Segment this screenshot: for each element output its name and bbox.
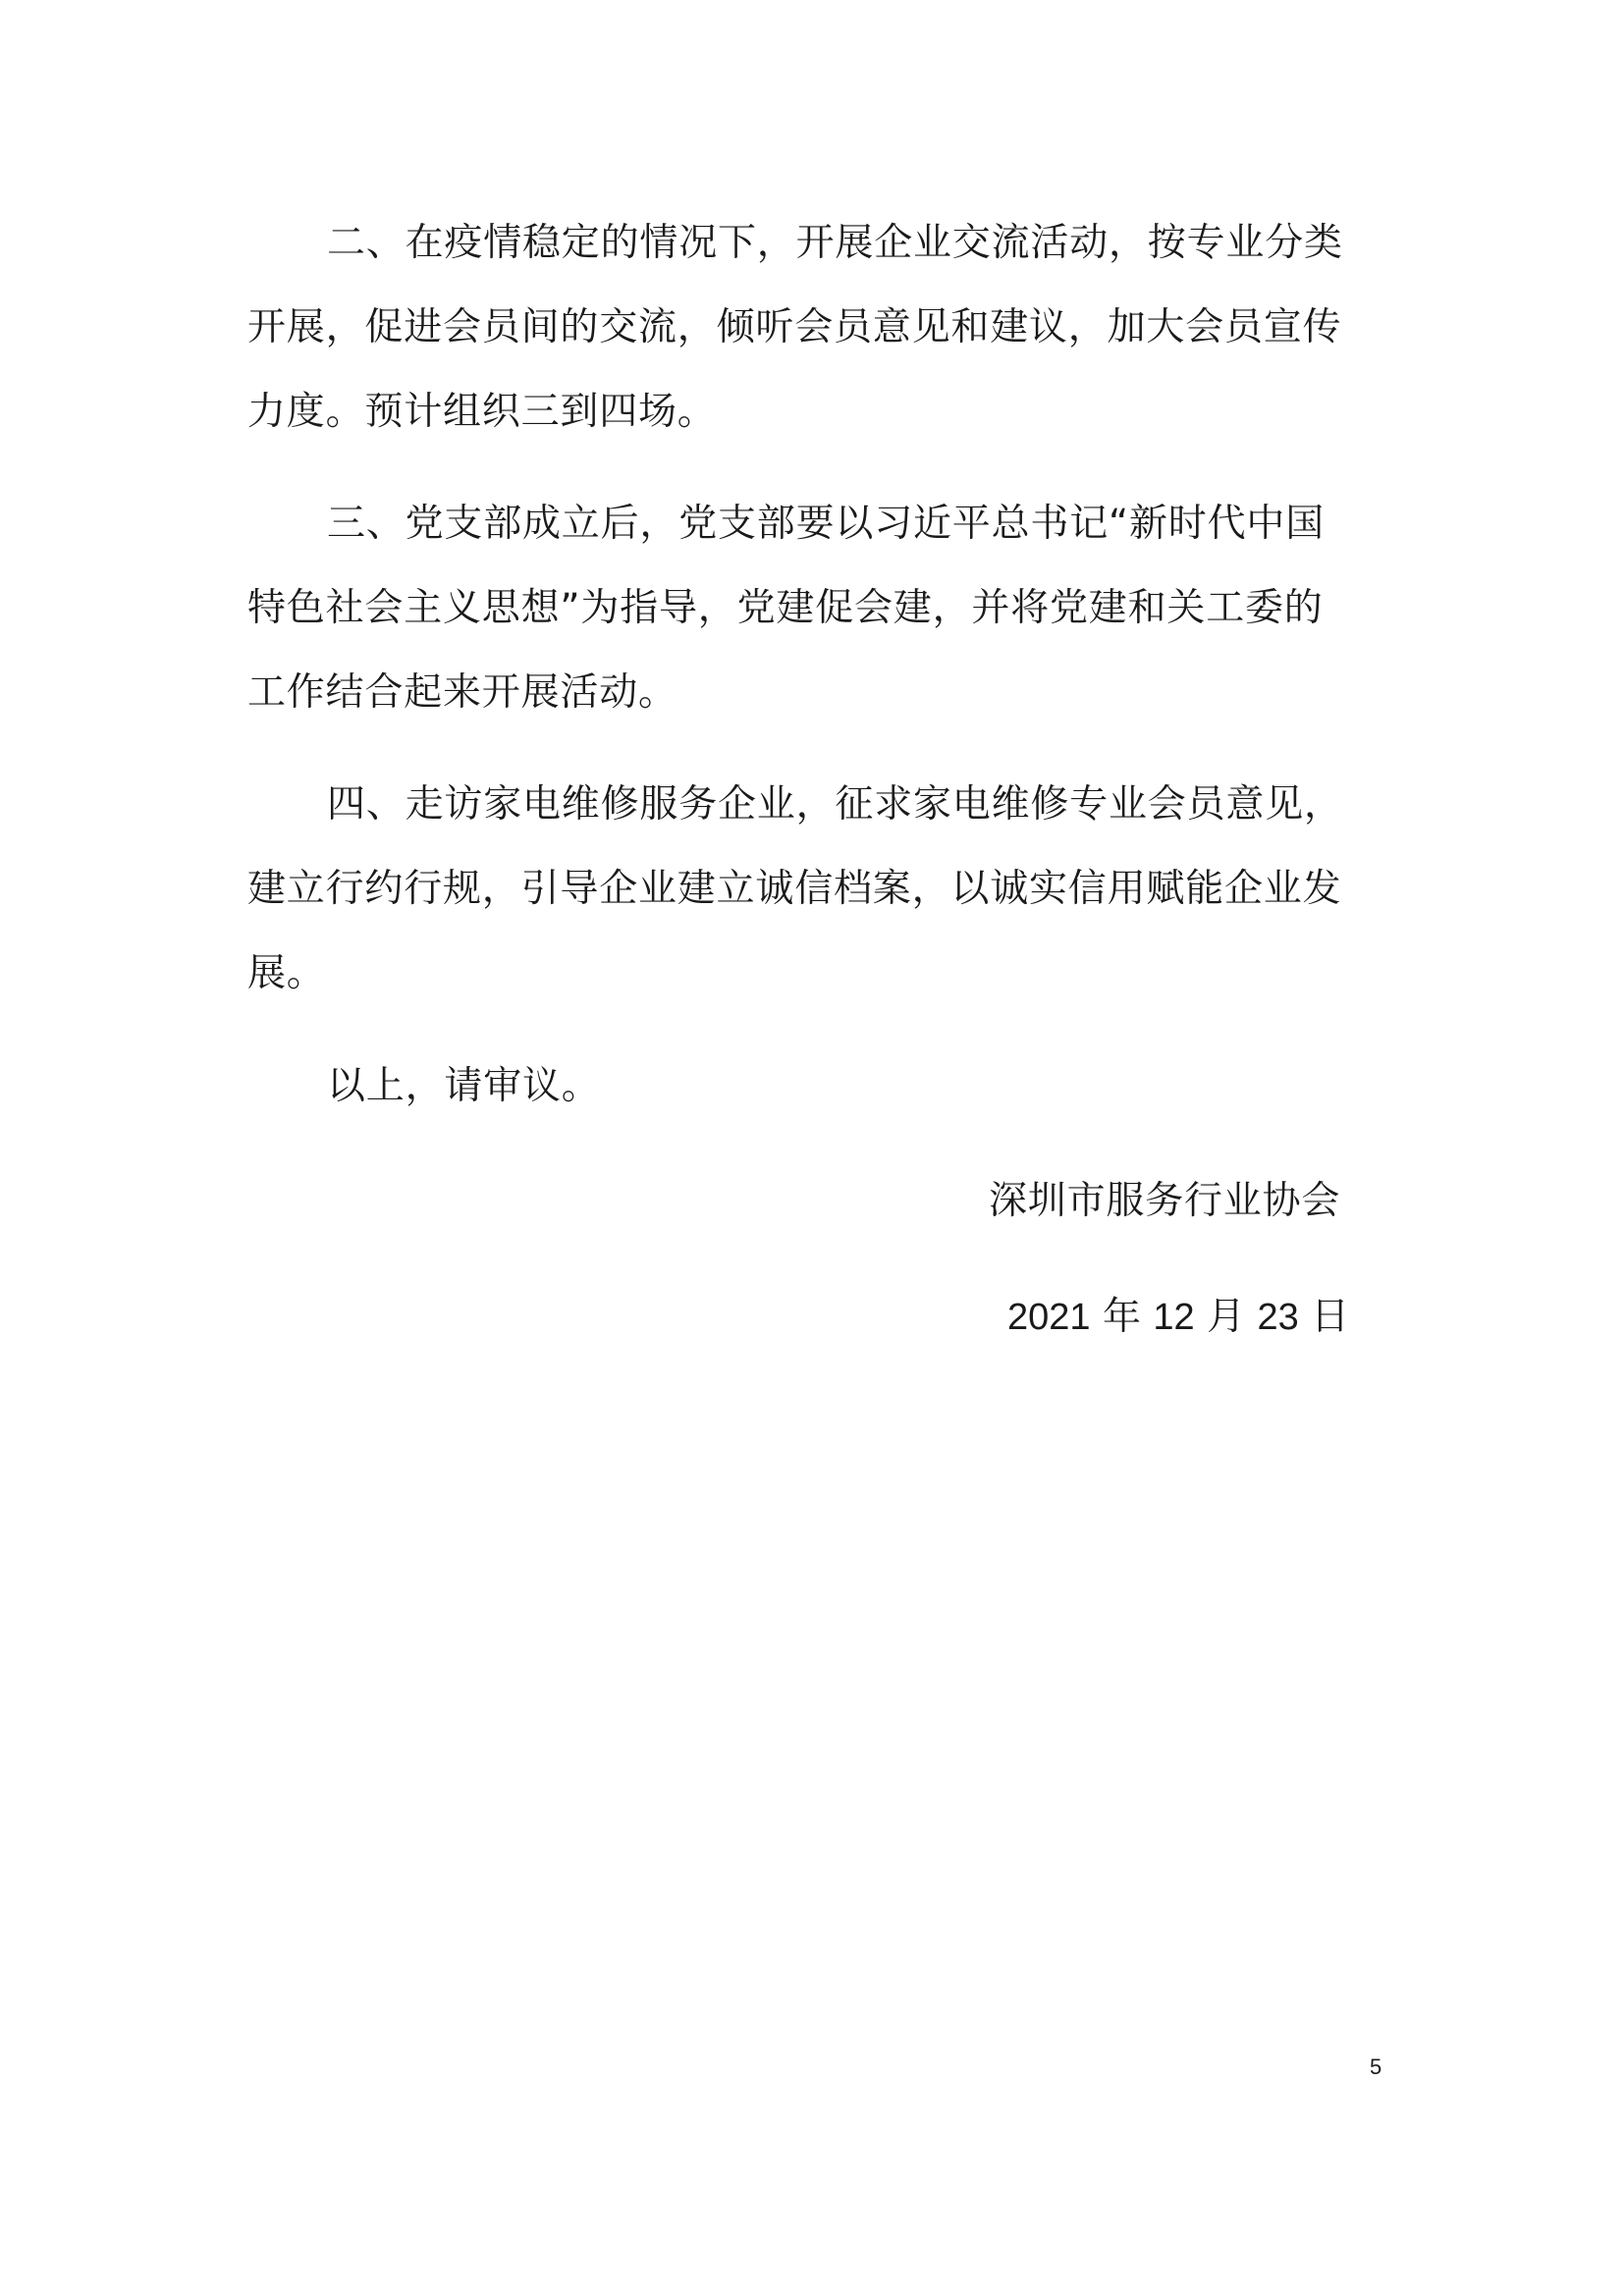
date-year: 2021 <box>1007 1297 1091 1338</box>
paragraph-line: 四、走访家电维修服务企业，征求家电维修专业会员意见， <box>327 782 1343 827</box>
signature-date <box>1007 1296 1349 1339</box>
paragraph-line: 建立行约行规，引导企业建立诚信档案，以诚实信用赋能企业发 <box>247 867 1342 911</box>
paragraph-line: 展。 <box>247 951 326 995</box>
page-number: 5 <box>1370 2055 1382 2079</box>
paragraph-line: 特色社会主义思想”为指导，党建促会建，并将党建和关工委的 <box>247 586 1324 630</box>
paragraph-line: 工作结合起来开展活动。 <box>247 670 677 715</box>
date-year-unit: 年 <box>1102 1295 1141 1339</box>
date-day: 23 <box>1257 1297 1299 1338</box>
date-day-unit: 日 <box>1311 1295 1350 1339</box>
paragraph-line: 三、党支部成立后，党支部要以习近平总书记“新时代中国 <box>327 502 1326 546</box>
signature-organization: 深圳市服务行业协会 <box>989 1179 1341 1223</box>
paragraph-line: 力度。预计组织三到四场。 <box>247 390 717 434</box>
date-month-unit: 月 <box>1207 1295 1246 1339</box>
closing-line: 以上，请审议。 <box>327 1064 601 1108</box>
date-month: 12 <box>1153 1297 1195 1338</box>
paragraph-line: 开展，促进会员间的交流，倾听会员意见和建议，加大会员宣传 <box>247 305 1342 349</box>
paragraph-line: 二、在疫情稳定的情况下，开展企业交流活动，按专业分类 <box>327 221 1343 265</box>
